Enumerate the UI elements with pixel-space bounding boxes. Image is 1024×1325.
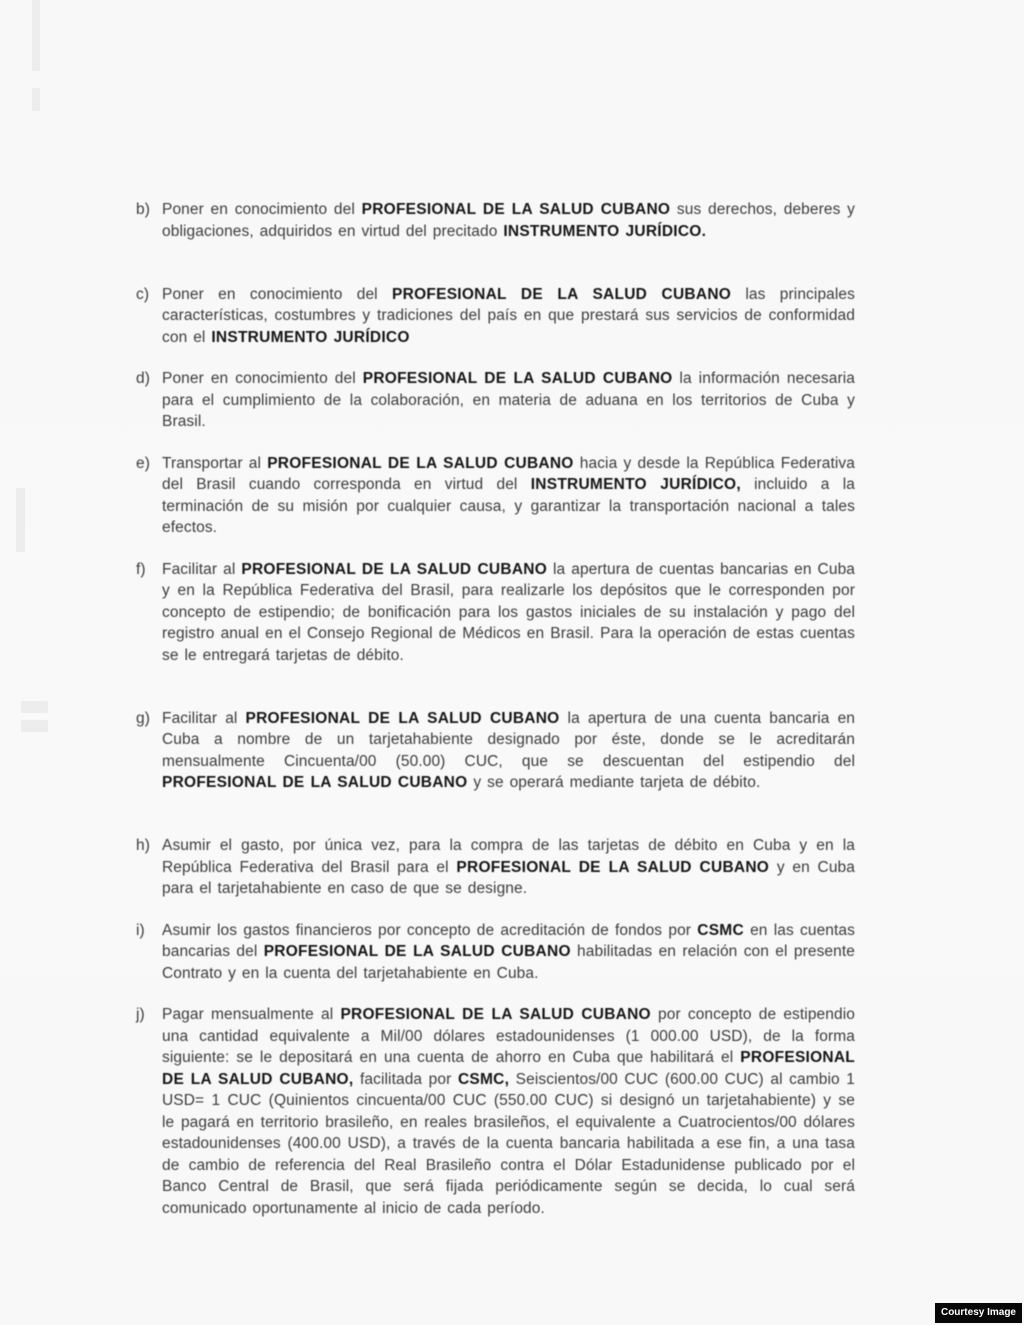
clause-h <box>136 835 855 900</box>
scan-artifact <box>16 488 25 552</box>
clause-text: Asumir los gastos financieros por concepto de acreditación de fondos por CSMC en las cuentas bancarias del PROFESIONAL DE LA SALUD CUBANO habilitadas en relación con el presente Contrato y en la cuenta del tarjetahabiente en Cuba. <box>162 921 855 982</box>
courtesy-image-badge: Courtesy Image <box>935 1303 1022 1323</box>
clause-letter: f) <box>136 560 146 578</box>
clause-b <box>136 199 855 264</box>
clause-g <box>136 708 855 816</box>
clause-list <box>136 199 855 1282</box>
clause-letter: j) <box>136 1006 145 1023</box>
clause-text: Pagar mensualmente al PROFESIONAL DE LA SALUD CUBANO por concepto de estipendio una cantidad equivalente a Mil/00 dólares estadounidenses (1 000.00 USD), de la forma siguiente: se le depositará en una cuenta de ahorro en Cuba que habilitará el PROFESIONAL DE LA SALUD CUBANO, facilitada por CSMC, Seiscientos/00 CUC (600.00 CUC) al cambio 1 USD= 1 CUC (Quinientos cincuenta/00 CUC (550.00 CUC) si designó un tarjetahabiente) y se le pagará en territorio brasileño, en reales brasileños, el equivalente a Cuatrocientos/00 dólares estadounidenses (400.00 USD), a través de la cuenta bancaria habilitada a ese fin, a una tasa de cambio de referencia del Real Brasileño contra el Dólar Estadunidense publicado por el Banco Central de Brasil, que será fijada periódicamente según se decida, lo cual será comunicado oportunamente al inicio de cada período. <box>162 1006 855 1217</box>
clause-e <box>136 453 855 539</box>
scan-artifact <box>21 701 48 713</box>
clause-j <box>136 1004 855 1262</box>
clause-f <box>136 559 855 688</box>
clause-text: Facilitar al PROFESIONAL DE LA SALUD CUBANO la apertura de una cuenta bancaria en Cuba a nombre de un tarjetahabiente designado por éste, donde se le acreditarán mensualmente Cincuenta/00 (50.00) CUC, que se descuentan del estipendio del PROFESIONAL DE LA SALUD CUBANO y se operará mediante tarjeta de débito. <box>162 709 856 791</box>
clause-c <box>136 284 855 349</box>
clause-text: Poner en conocimiento del PROFESIONAL DE LA SALUD CUBANO la información necesaria para el cumplimiento de la colaboración, en materia de aduana en los territorios de Cuba y Brasil. <box>162 370 855 430</box>
clause-text: Poner en conocimiento del PROFESIONAL DE LA SALUD CUBANO las principales características, costumbres y tradiciones del país en que prestará sus servicios de conformidad con el INSTRUMENTO JURÍDICO <box>162 285 855 346</box>
clause-letter: e) <box>136 454 150 472</box>
clause-text: Facilitar al PROFESIONAL DE LA SALUD CUBANO la apertura de cuentas bancarias en Cuba y en la República Federativa del Brasil, para realizarle los depósitos que le corresponden por concepto de estipendio; de bonificación para los gastos iniciales de su instalación y pago del registro anual en el Consejo Regional de Médicos en Brasil. Para la operación de estas cuentas se le entregará tarjetas de débito. <box>162 560 856 664</box>
clause-i <box>136 920 855 985</box>
clause-text: Asumir el gasto, por única vez, para la compra de las tarjetas de débito en Cuba y en la República Federativa del Brasil para el PROFESIONAL DE LA SALUD CUBANO y en Cuba para el tarjetahabiente en caso de que se designe. <box>162 837 855 897</box>
clause-d <box>136 368 855 433</box>
clause-letter: g) <box>136 709 150 727</box>
clause-letter: b) <box>136 201 150 218</box>
clause-letter: c) <box>136 285 150 303</box>
scan-artifact <box>21 720 48 732</box>
clause-text: Transportar al PROFESIONAL DE LA SALUD CUBANO hacia y desde la República Federativa del Brasil cuando corresponda en virtud del INSTRUMENTO JURÍDICO, incluido a la terminación de su misión por cualquier causa, y garantizar la transportación nacional a tales efectos. <box>162 454 855 536</box>
scan-artifact <box>32 0 40 71</box>
clause-text: Poner en conocimiento del PROFESIONAL DE LA SALUD CUBANO sus derechos, deberes y obligaciones, adquiridos en virtud del precitado INSTRUMENTO JURÍDICO. <box>162 201 855 240</box>
clause-letter: i) <box>136 921 145 939</box>
scan-artifact <box>32 88 40 111</box>
clause-letter: h) <box>136 837 150 854</box>
clause-letter: d) <box>136 370 150 387</box>
